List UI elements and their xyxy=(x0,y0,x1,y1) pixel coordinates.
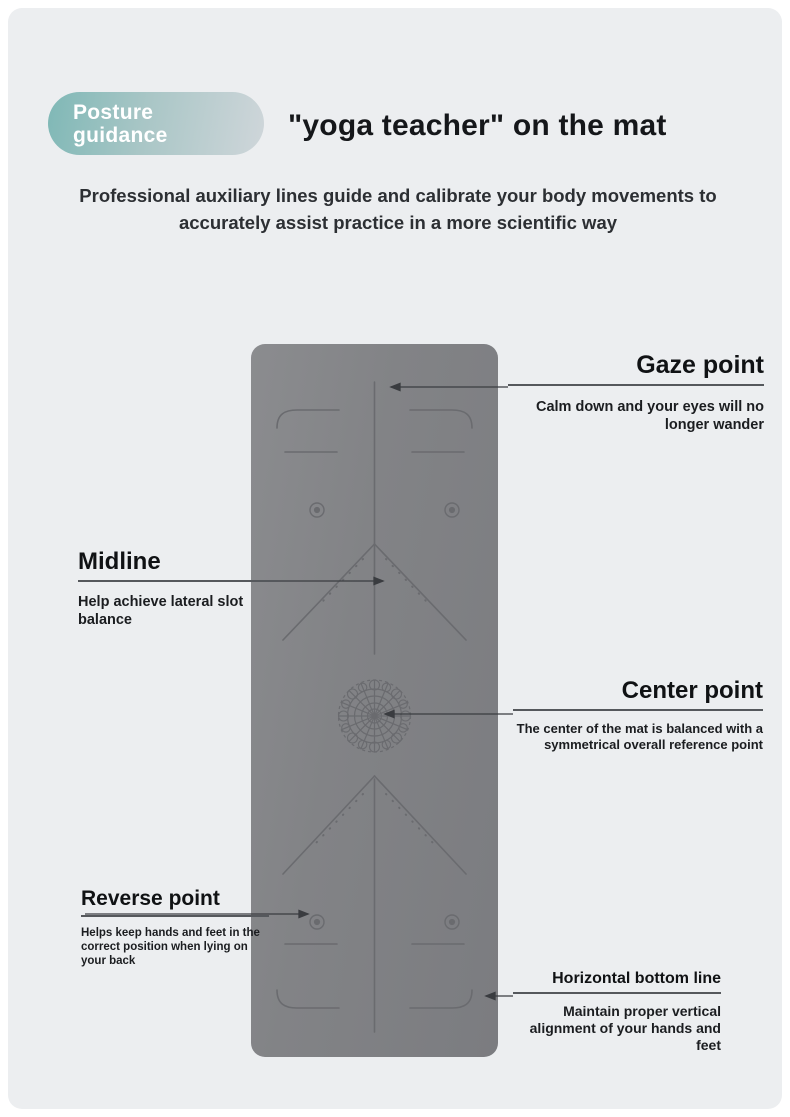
callout-bottom-title: Horizontal bottom line xyxy=(552,970,721,987)
page-subtitle: Professional auxiliary lines guide and calibrate your body movements to accurately assist practice in a more scientific way xyxy=(79,185,717,233)
callout-horizontal-bottom-line xyxy=(513,970,721,1054)
callout-gaze-title: Gaze point xyxy=(636,351,764,379)
page-title: "yoga teacher" on the mat xyxy=(288,109,667,142)
callout-center-rule xyxy=(513,709,763,711)
callout-gaze-text: Calm down and your eyes will no longer wander xyxy=(535,399,764,433)
badge-line-2: guidance xyxy=(73,124,168,147)
callout-reverse-text: Helps keep hands and feet in the correct position when lying on your back xyxy=(81,927,260,967)
callout-gaze-rule xyxy=(508,384,764,386)
callout-center-title: Center point xyxy=(621,677,763,704)
callout-reverse-point xyxy=(81,887,269,968)
badge-line-1: Posture xyxy=(73,101,154,124)
callout-center-point xyxy=(513,677,763,753)
callout-midline-text: Help achieve lateral slot balance xyxy=(78,594,244,628)
callout-reverse-title: Reverse point xyxy=(81,887,220,910)
callout-midline-title: Midline xyxy=(78,548,161,575)
poster-canvas xyxy=(8,8,782,1109)
callout-midline xyxy=(78,548,278,629)
callout-midline-rule xyxy=(78,580,278,582)
callout-center-text: The center of the mat is balanced with a symmetrical overall reference point xyxy=(516,721,763,752)
callout-gaze-point xyxy=(508,351,764,434)
callout-bottom-text: Maintain proper vertical alignment of your hands and feet xyxy=(529,1003,721,1053)
callout-reverse-rule xyxy=(81,915,269,917)
mat-guide-lines xyxy=(251,344,498,1057)
callout-bottom-rule xyxy=(513,992,721,994)
